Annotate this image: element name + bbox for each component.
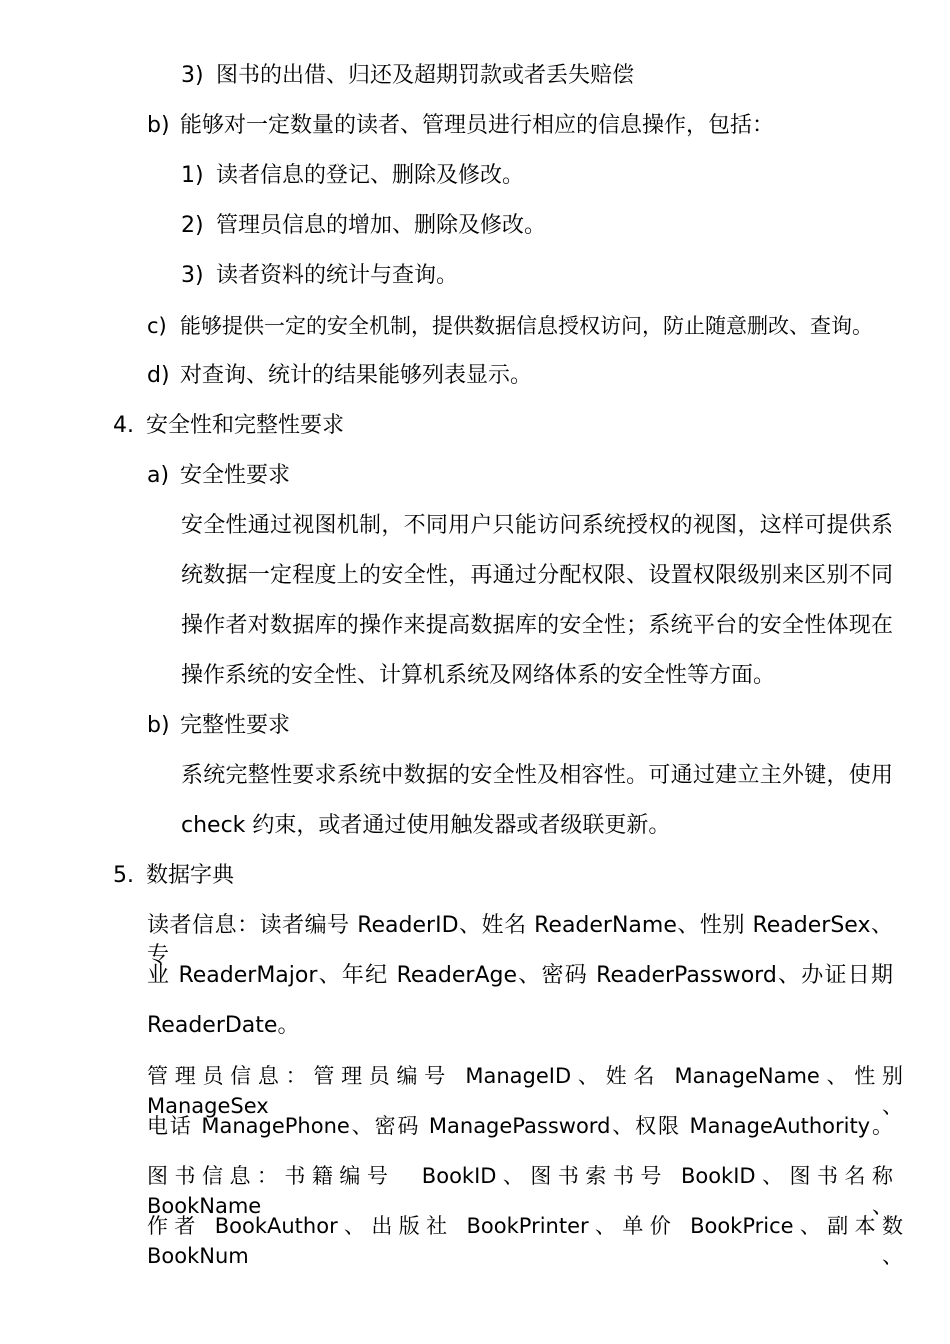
paragraph-line: 安全性通过视图机制，不同用户只能访问系统授权的视图，这样可提供系	[181, 513, 893, 538]
line-text: 完整性要求	[180, 713, 291, 738]
list-marker: a)	[147, 463, 170, 488]
list-item	[181, 211, 546, 241]
list-marker: b)	[147, 113, 170, 138]
list-item	[181, 261, 458, 291]
line-text: 安全性和完整性要求	[146, 413, 345, 438]
list-marker: 1)	[181, 163, 204, 188]
list-marker: 2)	[181, 213, 204, 238]
paragraph-line: check 约束，或者通过使用触发器或者级联更新。	[181, 813, 671, 838]
line-text: 图书的出借、归还及超期罚款或者丢失赔偿	[216, 63, 635, 88]
paragraph-line: 操作者对数据库的操作来提高数据库的安全性；系统平台的安全性体现在	[181, 613, 893, 638]
line-text: 能够提供一定的安全机制，提供数据信息授权访问，防止随意删改、查询。	[180, 314, 873, 338]
section-heading	[113, 861, 234, 891]
list-marker: c)	[147, 314, 167, 338]
list-marker: b)	[147, 713, 170, 738]
line-text: 读者信息的登记、删除及修改。	[216, 163, 525, 188]
paragraph-line: 作者 BookAuthor、出版社 BookPrinter、单价 BookPrice、副本数 BookNum、	[147, 1214, 903, 1268]
paragraph-line: 系统完整性要求系统中数据的安全性及相容性。可通过建立主外键，使用	[181, 763, 893, 788]
section-heading	[113, 411, 344, 441]
paragraph-line: 管理员信息：管理员编号 ManageID、姓名 ManageName、性别 ManageSex、	[147, 1064, 903, 1118]
line-text: 数据字典	[146, 863, 235, 888]
list-item	[181, 61, 634, 91]
paragraph-line: 读者信息：读者编号 ReaderID、姓名 ReaderName、性别 ReaderSex、专	[147, 913, 893, 968]
list-item	[147, 461, 290, 491]
paragraph-line: 统数据一定程度上的安全性，再通过分配权限、设置权限级别来区别不同	[181, 563, 893, 588]
list-marker: 3)	[181, 263, 204, 288]
list-marker: 3)	[181, 63, 204, 88]
list-marker: d)	[147, 363, 170, 388]
line-text: 管理员信息的增加、删除及修改。	[216, 213, 547, 238]
line-text: 读者资料的统计与查询。	[216, 263, 459, 288]
line-text: 能够对一定数量的读者、管理员进行相应的信息操作，包括：	[180, 113, 775, 138]
paragraph-line: ReaderDate。	[147, 1013, 300, 1038]
paragraph-line: 图书信息：书籍编号 BookID、图书索书号 BookID、图书名称 BookName、	[147, 1164, 914, 1218]
paragraph-line: 业 ReaderMajor、年纪 ReaderAge、密码 ReaderPassword、办证日期	[147, 963, 893, 988]
paragraph-line: 操作系统的安全性、计算机系统及网络体系的安全性等方面。	[181, 663, 776, 688]
list-item	[147, 711, 290, 741]
list-item	[181, 161, 524, 191]
paragraph-line: 电话 ManagePhone、密码 ManagePassword、权限 ManageAuthority。	[147, 1114, 893, 1138]
list-marker: 5.	[113, 863, 134, 888]
list-marker: 4.	[113, 413, 134, 438]
list-item	[147, 361, 532, 391]
list-item	[147, 111, 774, 141]
line-text: 对查询、统计的结果能够列表显示。	[180, 363, 533, 388]
line-text: 安全性要求	[180, 463, 291, 488]
list-item	[147, 311, 873, 341]
